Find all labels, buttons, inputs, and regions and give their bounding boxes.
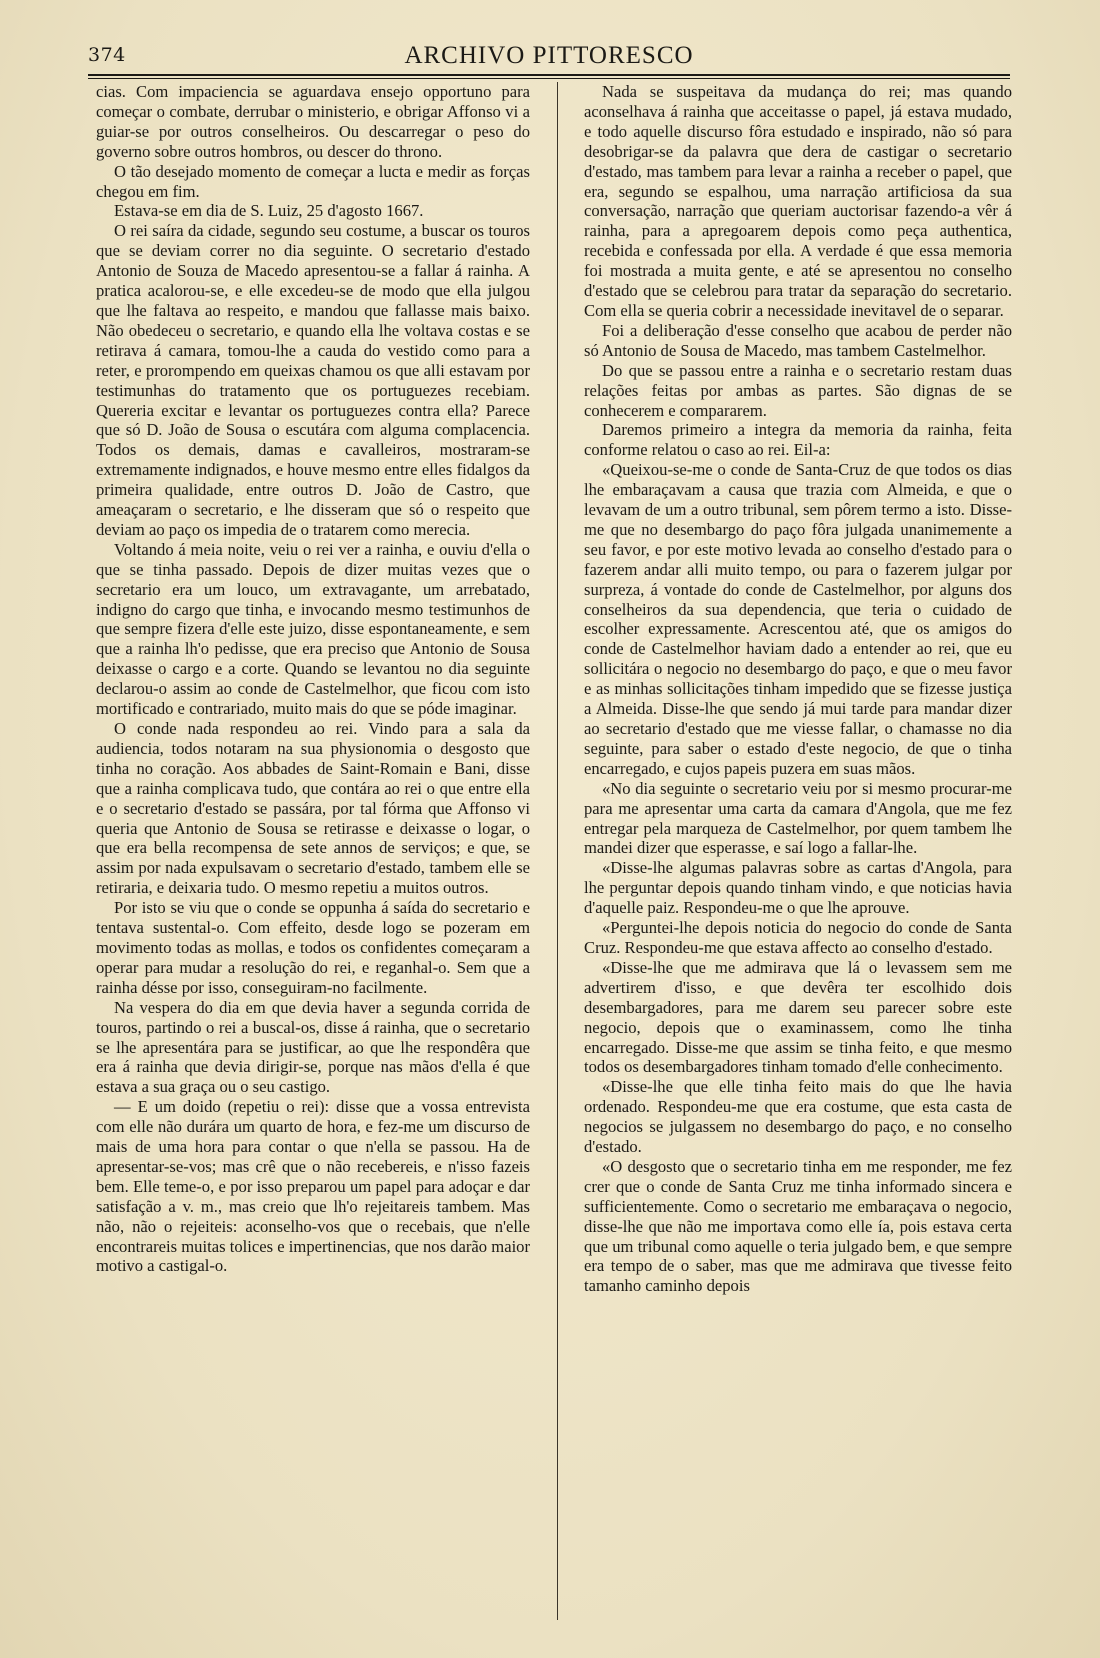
paragraph: cias. Com impaciencia se aguardava ensejo opportuno para começar o combate, derrubar o ministerio, e obrigar Affonso vi a guiar-se por outros conselheiros. Ou descarregar o peso do governo sobre outros hombros, ou descer do throno. — [96, 82, 530, 161]
running-title: ARCHIVO PITTORESCO — [404, 42, 694, 69]
paragraph: «Disse-lhe que me admirava que lá o levassem sem me advertirem d'isso, e que devêra ter escolhido dois desembargadores, para me darem seu parecer sobre este negocio, depois que o examinassem, como lhe tinha encarregado. Disse-me que assim se tinha feito, e que mesmo todos os desembargadores tinham tomado d'elle conhecimento. — [584, 957, 1012, 1077]
paragraph: O conde nada respondeu ao rei. Vindo para a sala da audiencia, todos notaram na sua physionomia o desgosto que tinha no coração. Aos abbades de Saint-Romain e Bani, disse que a rainha complicava tudo, que contára ao rei o que entre ella e o secretario d'estado se passára, por tal fórma que Affonso vi queria que Antonio de Sousa se retirasse e deixasse o logar, o que era bella recompensa de sete annos de serviços; e que, se assim por nada expulsavam o secretario d'estado, tambem elle se retiraria, e deixaria tudo. O mesmo repetiu a muitos outros. — [96, 719, 530, 898]
paragraph: Por isto se viu que o conde se oppunha á saída do secretario e tentava sustental-o. Com effeito, desde logo se pozeram em movimento todas as mollas, e todos os confidentes começaram a operar para mudar a resolução do rei, e reganhal-o. Sem que a rainha désse por isso, conseguiram-no facilmente. — [96, 898, 530, 997]
paragraph: «Queixou-se-me o conde de Santa-Cruz de que todos os dias lhe embaraçavam a causa que trazia com Almeida, e que o levavam de um a outro tribunal, sem pôrem termo a isto. Disse-me que no desembargo do paço fôra julgada unanimemente a seu favor, e por este motivo levada ao conselho d'estado para o fazerem andar alli muito tempo, ou para o fazerem julgar por surpreza, á vontade do conde de Castelmelhor, por alguns dos conselheiros da sua dependencia, que teria o cuidado de escolher expressamente. Acrescentou até, que os amigos do conde de Castelmelhor haviam dado a entender ao rei, que eu sollicitára o negocio no desembargo do paço, e que o meu favor e as minhas sollicitações tinham impedido que se fizesse justiça a Almeida. Disse-lhe que sendo já mui tarde para mandar dizer ao secretario d'estado que me viesse fallar, o chamasse no dia seguinte, para saber o estado d'este negocio, de que o tinha encarregado, e cujos papeis puzera em suas mãos. — [584, 460, 1012, 778]
paragraph: «No dia seguinte o secretario veiu por si mesmo procurar-me para me apresentar uma carta da camara d'Angola, que me fez entregar pela marqueza de Castelmelhor, por quem tambem lhe mandei dizer que esperasse, e saí logo a fallar-lhe. — [584, 778, 1012, 858]
paragraph: Do que se passou entre a rainha e o secretario restam duas relações feitas por ambas as partes. São dignas de se conhecerem e compararem. — [584, 360, 1012, 420]
paragraph: O rei saíra da cidade, segundo seu costume, a buscar os touros que se deviam correr no dia seguinte. O secretario d'estado Antonio de Souza de Macedo apresentou-se a fallar á rainha. A pratica acalorou-se, e elle excedeu-se de modo que ella julgou que lhe faltava ao respeito, e mandou que fallasse mais baixo. Não obedeceu o secretario, e quando ella lhe voltava costas e se retirava á camara, tomou-lhe a cauda do vestido como para a reter, e prorompendo em queixas chamou os que alli estavam por testimunhas do tratamento que os portuguezes recebiam. Quereria excitar e levantar os portuguezes contra ella? Parece que só D. João de Sousa o escutára com alguma complacencia. Todos os demais, damas e cavalleiros, mostraram-se extremamente indignados, e houve mesmo entre elles fidalgos da primeira qualidade, entre outros D. João de Castro, que ameaçaram o secretario, e lhe disseram que só o respeito que deviam ao paço os impedia de o tratarem como merecia. — [96, 221, 530, 539]
paragraph: O tão desejado momento de começar a lucta e medir as forças chegou em fim. — [96, 161, 530, 201]
column-divider — [557, 82, 558, 1620]
page-number: 374 — [88, 44, 126, 66]
right-text-column — [584, 82, 1012, 1296]
paragraph: «Disse-lhe algumas palavras sobre as cartas d'Angola, para lhe perguntar depois quando tinham vindo, e que noticias havia d'aquelle paiz. Respondeu-me o que lhe aprouve. — [584, 858, 1012, 918]
left-text-column — [96, 82, 530, 1276]
paragraph: Foi a deliberação d'esse conselho que acabou de perder não só Antonio de Sousa de Macedo, mas tambem Castelmelhor. — [584, 320, 1012, 360]
header-rule — [88, 74, 1010, 79]
paragraph: Nada se suspeitava da mudança do rei; mas quando aconselhava á rainha que acceitasse o papel, já estava mudado, e todo aquelle discurso fôra estudado e inspirado, não só para desobrigar-se da palavra que dera de castigar o secretario d'estado, mas tambem para levar a rainha a receber o papel, que era, segundo se espalhou, uma narração artificiosa da sua conversação, narração que queriam auctorisar fazendo-a vêr á rainha, para a apregoarem depois como peça authentica, recebida e confessada por ella. A verdade é que essa memoria foi mostrada a muita gente, e até se apresentou no conselho d'estado que se celebrou para tratar da separação do secretario. Com ella se queria cobrir a necessidade inevitavel de o separar. — [584, 82, 1012, 320]
paragraph: «Perguntei-lhe depois noticia do negocio do conde de Santa Cruz. Respondeu-me que estava affecto ao conselho d'estado. — [584, 918, 1012, 957]
paragraph: Estava-se em dia de S. Luiz, 25 d'agosto 1667. — [114, 201, 424, 221]
paragraph: Voltando á meia noite, veiu o rei ver a rainha, e ouviu d'ella o que se tinha passado. Depois de dizer muitas vezes que o secretario era um louco, um extravagante, um arrebatado, indigno do cargo que tinha, e invocando mesmo testimunhos de que sempre fizera d'elle este juizo, disse espontaneamente, e sem que a rainha lh'o pedisse, que era preciso que Antonio de Sousa deixasse o cargo e a corte. Quando se levantou no dia seguinte declarou-o assim ao conde de Castelmelhor, que ficou com isto mortificado e contrariado, muito mais do que se póde imaginar. — [96, 539, 530, 719]
paragraph: «O desgosto que o secretario tinha em me responder, me fez crer que o conde de Santa Cruz me tinha informado sincera e sufficientemente. Como o secretario me embaraçava o negocio, disse-lhe que não me importava como elle ía, pois estava certa que um tribunal como aquelle o teria julgado bem, e que sempre era tempo de o saber, mas que me admirava que tivesse feito tamanho caminho depois — [584, 1156, 1012, 1296]
paragraph: Na vespera do dia em que devia haver a segunda corrida de touros, partindo o rei a buscal-os, disse á rainha, que o secretario se lhe apresentára para se justificar, ao que lhe respondêra que era á rainha que devia dirigir-se, porque nas mãos d'ella é que estava a sua graça ou o seu castigo. — [96, 997, 530, 1097]
paragraph: — E um doido (repetiu o rei): disse que a vossa entrevista com elle não durára um quarto de hora, e fez-me um discurso de mais de uma hora para contar o que n'ella se passou. Ha de apresentar-se-vos; mas crê que o não recebereis, e n'isso fazeis bem. Elle teme-o, e por isso preparou um papel para adoçar e dar satisfação a v. m., mas creio que lh'o rejeitareis tambem. Mas não, não o rejeiteis: aconselho-vos que o recebais, que n'elle encontrareis muitas tolices e impertinencias, que nos darão maior motivo a castigal-o. — [96, 1097, 530, 1276]
paragraph: Daremos primeiro a integra da memoria da rainha, feita conforme relatou o caso ao rei. Eil-a: — [584, 420, 1012, 460]
paragraph: «Disse-lhe que elle tinha feito mais do que lhe havia ordenado. Respondeu-me que era costume, que esta casta de negocios se julgassem no desembargo do paço, e no conselho d'estado. — [584, 1077, 1012, 1157]
